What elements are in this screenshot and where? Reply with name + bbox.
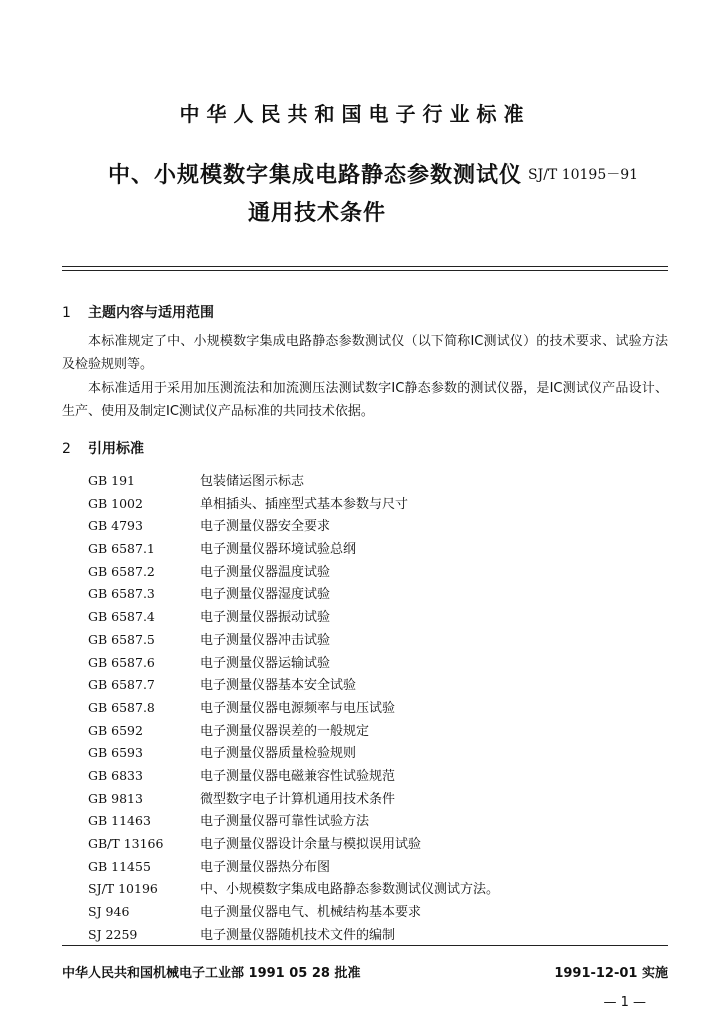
reference-title: 中、小规模数字集成电路静态参数测试仪测试方法。 [200,882,500,898]
reference-row [88,493,648,516]
reference-title: 电子测量仪器随机技术文件的编制 [200,927,396,943]
section-1-paragraph-2: 本标准适用于采用加压测流法和加流测压法测试数字IC静态参数的测试仪器，是IC测试仪产品设计、生产、使用及制定IC测试仪产品标准的共同技术依据。 [62,381,668,419]
reference-code: GB 191 [88,473,136,488]
footer-divider [62,945,668,946]
reference-title: 包装储运图示标志 [200,474,305,489]
reference-title: 电子测量仪器误差的一般规定 [200,723,370,739]
reference-code: GB 6587.6 [88,654,155,670]
reference-code: GB 6587.3 [88,586,155,602]
reference-code: GB 11463 [88,813,151,829]
reference-code: GB 6587.2 [88,563,155,579]
reference-code: GB/T 13166 [88,836,164,851]
reference-row [88,629,648,652]
reference-row [88,765,648,788]
document-title-line1: 中、小规模数字集成电路静态参数测试仪 [108,163,523,188]
reference-row [88,652,648,675]
section-title: 引用标准 [88,441,144,457]
reference-row [88,606,648,629]
reference-row [88,833,648,856]
reference-code: GB 11455 [88,858,151,874]
reference-row [88,538,648,561]
section-1-paragraph-1: 本标准规定了中、小规模数字集成电路静态参数测试仪（以下简称IC测试仪）的技术要求、试验方法及检验规则等。 [62,334,668,372]
reference-row [88,470,648,493]
reference-title: 电子测量仪器湿度试验 [200,587,331,603]
reference-title: 电子测量仪器电气、机械结构基本要求 [200,905,422,921]
reference-row [88,742,648,765]
reference-code: GB 6592 [88,722,143,738]
reference-row [88,810,648,833]
reference-title: 电子测量仪器温度试验 [200,564,331,580]
reference-code: SJ/T 10196 [88,881,158,897]
reference-code: GB 1002 [88,495,143,511]
reference-row [88,924,648,947]
approval-statement: 中华人民共和国机械电子工业部 1991 05 28 批准 [62,966,361,981]
reference-row [88,878,648,901]
reference-code: GB 4793 [88,518,143,534]
header-divider [62,266,668,267]
page-number: — 1 — [603,995,646,1010]
standard-category-title: 中华人民共和国电子行业标准 [179,102,531,126]
section-2-heading [62,438,144,458]
reference-title: 电子测量仪器基本安全试验 [200,678,357,694]
reference-row [88,720,648,743]
reference-code: GB 6587.7 [88,677,155,693]
reference-row [88,674,648,697]
reference-code: SJ 2259 [88,926,138,942]
reference-code: GB 6587.8 [88,699,155,715]
reference-code: GB 6833 [88,767,143,783]
reference-code: GB 6593 [88,745,143,761]
reference-code: GB 9813 [88,790,143,806]
reference-title: 微型数字电子计算机通用技术条件 [200,791,396,807]
standard-number: SJ/T 10195－91 [528,167,639,183]
reference-title: 电子测量仪器质量检验规则 [200,746,357,762]
header-divider-secondary [62,270,668,271]
reference-code: GB 6587.1 [88,541,155,557]
reference-row [88,697,648,720]
section-1-heading [62,302,214,322]
reference-title: 电子测量仪器安全要求 [200,519,331,535]
reference-row [88,901,648,924]
reference-code: SJ 946 [88,904,130,920]
reference-title: 电子测量仪器电磁兼容性试验规范 [200,768,396,784]
section-title: 主题内容与适用范围 [88,305,214,321]
document-title-line2: 通用技术条件 [248,201,387,226]
reference-row [88,561,648,584]
reference-code: GB 6587.5 [88,631,155,647]
section-number: 2 [62,441,71,457]
referenced-standards-list [88,470,648,946]
reference-title: 电子测量仪器运输试验 [200,655,331,671]
section-number: 1 [62,305,71,321]
reference-code: GB 6587.4 [88,609,155,625]
reference-row [88,856,648,879]
reference-title: 单相插头、插座型式基本参数与尺寸 [200,496,409,512]
reference-title: 电子测量仪器电源频率与电压试验 [200,700,396,716]
effective-date: 1991-12-01 实施 [554,966,668,981]
reference-title: 电子测量仪器设计余量与模拟误用试验 [200,837,422,852]
reference-title: 电子测量仪器热分布图 [200,859,331,875]
reference-title: 电子测量仪器振动试验 [200,610,331,626]
reference-row [88,583,648,606]
reference-row [88,515,648,538]
reference-row [88,788,648,811]
reference-title: 电子测量仪器环境试验总纲 [200,542,357,558]
reference-title: 电子测量仪器冲击试验 [200,632,331,648]
reference-title: 电子测量仪器可靠性试验方法 [200,814,370,830]
